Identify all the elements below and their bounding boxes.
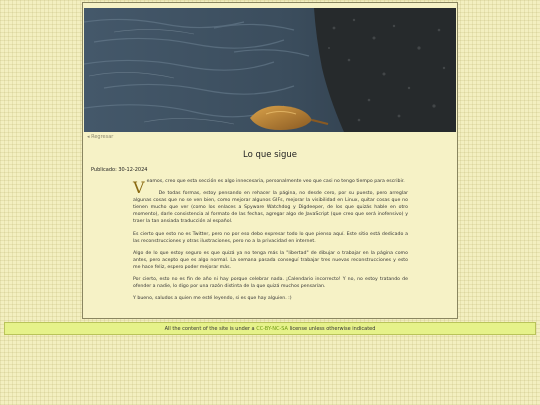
license-footer	[4, 322, 536, 335]
license-link[interactable]: CC-BY-NC-SA	[256, 326, 288, 332]
paragraph-5: Por cierto, esto no es fin de año ni hay porque celebrar nada. ¡Calendario incorrecto! Y no, no estoy tratando de ofender a nadie, lo digo por una razón distinta de la que quizá muchos pensarían.	[133, 277, 408, 290]
back-link[interactable]: ◂ Regresar	[87, 134, 114, 140]
drop-cap: V	[133, 178, 145, 197]
header-banner-image	[84, 8, 456, 132]
paragraph-6: Y bueno, saludos a quien me esté leyendo, si es que hay alguien. :)	[133, 296, 292, 302]
back-link-label: Regresar	[91, 134, 114, 140]
paragraph-2: De todas formas, estoy pensando en rehacer la página, no desde cero, por su puesto, pero arreglar algunas cosas que no se ven bien, como mejorar algunos GIFs, mejorar la visibilidad en Linux, quitar cosas que no tienen mucho que ver (como los enlaces a Spyware Watchdog y Digdeeper, de los que quizás hable en otro momento), darle consistencia al formato de las fechas, agregar algo de JavaScript (que creo que será inofensivo) y traer la tan ansiada traducción al español.	[133, 191, 408, 225]
page-container	[82, 2, 458, 319]
paragraph-4: Algo de lo que estoy seguro es que quizá ya no tenga más la "libertad" de dibujar o trabajar en la página como antes, pero acepto que es algo normal. La semana pasada conseguí trabajar tres nuevas reconstrucciones y esto me hace feliz, espero poder mejorar más.	[133, 250, 408, 270]
paragraph-3: Es cierto que esto no es Twitter, pero no por eso debo expresar todo lo que pienso aquí. Este sitio está dedicado a las reconstrucciones y otras ilustraciones, pero no a la privacidad en internet.	[133, 231, 408, 244]
paragraph-1-text: eamos, creo que esta sección es algo innecesaria, personalmente veo que casi no tengo tiempo para escribir.	[146, 179, 405, 184]
published-date: Publicado: 30-12-2024	[91, 167, 148, 173]
license-suffix: license unless otherwise indicated	[289, 326, 376, 332]
paragraph-1	[133, 178, 408, 197]
horseshoe-crab-photo	[84, 8, 456, 132]
post-body	[133, 178, 408, 307]
page-title: Lo que sigue	[242, 150, 297, 160]
license-prefix: All the content of the site is under a	[164, 326, 255, 332]
